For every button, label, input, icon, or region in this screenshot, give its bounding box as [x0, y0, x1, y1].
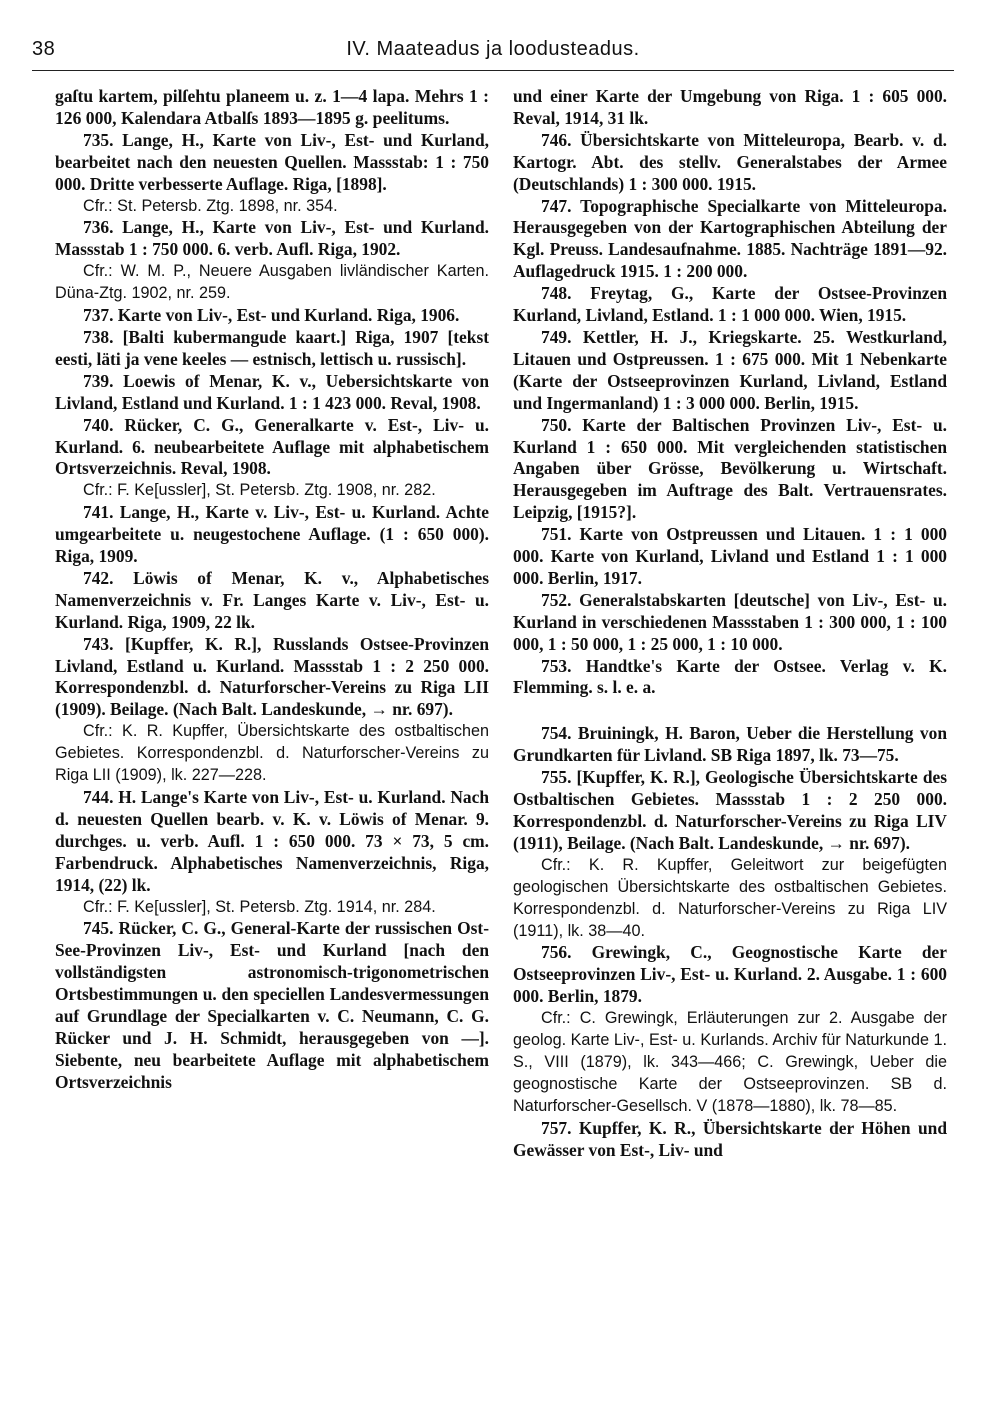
cross-reference: Cfr.: W. M. P., Neuere Ausgaben livländischer Karten. Düna-Ztg. 1902, nr. 259.	[55, 262, 489, 303]
cross-reference: Cfr.: K. R. Kupffer, Geleitwort zur beigefügten geologischen Übersichtskarte des ostbaltischen Gebietes. Korrespondenzbl. d. Naturforscher-Vereins zu Riga LIV (1911), lk. 38—40.	[513, 855, 947, 940]
bibliography-entry: 746. Übersichtskarte von Mitteleuropa, Bearb. v. d. Kartogr. Abt. des stellv. Generalstabes der Armee (Deutschlands) 1 : 300 000. 1915.	[513, 129, 947, 194]
bibliography-entry: 755. [Kupffer, K. R.], Geologische Übersichtskarte des Ostbaltischen Gebietes. Massstab 1 : 2 250 000. Korrespondenzbl. d. Naturforscher-Vereins zu Riga LIV (1911), Beilage. (Nach Balt. Landeskunde, → nr. 697).	[513, 767, 947, 853]
cross-reference: Cfr.: K. R. Kupffer, Übersichtskarte des ostbaltischen Gebietes. Korrespondenzbl. d. Naturforscher-Vereins zu Riga LII (1909), lk. 227—228.	[55, 722, 489, 785]
fraktur-continuation: gaſtu kartem, pilſehtu planeem u. z. 1—4 lapa. Mehrs 1 : 126 000, Kalendara Atbalſs 1893—1895 g. peelitums.	[55, 86, 489, 128]
bibliography-entry: 753. Handtke's Karte der Ostsee. Verlag v. K. Flemming. s. l. e. a.	[513, 655, 947, 698]
running-title: IV. Maateadus ja loodusteadus.	[346, 38, 640, 60]
bibliography-entry: 740. Rücker, C. G., Generalkarte v. Est-, Liv- u. Kurland. 6. neubearbeitete Auflage mit alphabetischem Ortsverzeichnis. Reval, 1908.	[55, 414, 489, 479]
left-column	[55, 86, 489, 1401]
bibliography-entry: 743. [Kupffer, K. R.], Russlands Ostsee-Provinzen Livland, Estland u. Kurland. Massstab 1 : 2 250 000. Korrespondenzbl. d. Naturforscher-Vereins zu Riga LII (1909). Beilage. (Nach Balt. Landeskunde, → nr. 697).	[55, 633, 489, 720]
bibliography-entry: 738. [Balti kubermangude kaart.] Riga, 1907 [tekst eesti, läti ja vene keeles — estnisch, lettisch u. russisch].	[55, 326, 489, 369]
bibliography-entry: 741. Lange, H., Karte v. Liv-, Est- u. Kurland. Achte umgearbeitete u. neugestochene Auflage. (1 : 650 000). Riga, 1909.	[55, 502, 489, 567]
cross-reference: Cfr.: F. Ke[ussler], St. Petersb. Ztg. 1908, nr. 282.	[83, 481, 436, 500]
bibliography-entry: 748. Freytag, G., Karte der Ostsee-Provinzen Kurland, Livland, Estland. 1 : 1 000 000. Wien, 1915.	[513, 283, 947, 326]
bibliography-entry: 751. Karte von Ostpreussen und Litauen. 1 : 1 000 000. Karte von Kurland, Livland und Estland 1 : 1 000 000. Berlin, 1917.	[513, 524, 947, 588]
bibliography-entry: 752. Generalstabskarten [deutsche] von Liv-, Est- u. Kurland in verschiedenen Massstaben 1 : 300 000, 1 : 100 000, 1 : 50 000, 1 : 25 000, 1 : 10 000.	[513, 589, 947, 654]
cross-reference: Cfr.: St. Petersb. Ztg. 1898, nr. 354.	[83, 196, 338, 215]
right-column	[513, 86, 947, 1401]
bibliography-entry: 756. Grewingk, C., Geognostische Karte der Ostseeprovinzen Liv-, Est- u. Kurland. 2. Ausgabe. 1 : 600 000. Berlin, 1879.	[513, 942, 947, 1007]
page-header	[32, 38, 954, 71]
bibliography-entry: 737. Karte von Liv-, Est- und Kurland. Riga, 1906.	[83, 305, 460, 326]
bibliography-entry: 750. Karte der Baltischen Provinzen Liv-, Est- u. Kurland 1 : 650 000. Mit vergleichenden statistischen Angaben über Grösse, Bevölkerung u. Wirtschaft. Herausgegeben im Auftrage des Balt. Vertrauensrates. Leipzig, [1915?].	[513, 414, 947, 523]
cross-reference: Cfr.: C. Grewingk, Erläuterungen zur 2. Ausgabe der geolog. Karte Liv-, Est- u. Kurlands. Archiv für Naturkunde 1. S., VIII (1879), lk. 343—466; C. Grewingk, Ueber die geognostische Karte der Ostseeprovinzen. SB d. Naturforscher-Gesellsch. V (1878—1880), lk. 78—85.	[513, 1009, 947, 1115]
bibliography-entry: 739. Loewis of Menar, K. v., Uebersichtskarte von Livland, Estland und Kurland. 1 : 1 423 000. Reval, 1908.	[55, 370, 489, 413]
bibliography-entry: 735. Lange, H., Karte von Liv-, Est- und Kurland, bearbeitet nach den neuesten Quellen. Massstab: 1 : 750 000. Dritte verbesserte Auflage. Riga, [1898].	[55, 129, 489, 194]
bibliography-entry: 754. Bruiningk, H. Baron, Ueber die Herstellung von Grundkarten für Livland. SB Riga 1897, lk. 73—75.	[513, 723, 947, 766]
page-number: 38	[32, 38, 56, 60]
bibliography-entry: 749. Kettler, H. J., Kriegskarte. 25. Westkurland, Litauen und Ostpreussen. 1 : 675 000. Mit 1 Nebenkarte (Karte der Ostseeprovinzen Kurland, Livland, Estland und Ingermanland) 1 : 3 000 000. Berlin, 1915.	[513, 326, 947, 413]
bibliography-entry: 742. Löwis of Menar, K. v., Alphabetisches Namenverzeichnis v. Fr. Langes Karte v. Liv-, Est- u. Kurland. Riga, 1909, 22 lk.	[55, 567, 489, 632]
bibliography-entry: 744. H. Lange's Karte von Liv-, Est- u. Kurland. Nach d. neuesten Quellen bearb. v. K. v. Löwis of Menar. 9. durchges. u. verb. Aufl. 1 : 650 000. 73 × 73, 5 cm. Farbendruck. Alphabetisches Namenverzeichnis, Riga, 1914, (22) lk.	[55, 787, 489, 895]
bibliography-entry: 745. Rücker, C. G., General-Karte der russischen Ost-See-Provinzen Liv-, Est- und Kurland [nach den vollständigsten astronomisch-trigonometrischen Ortsbestimmungen u. den speciellen Landesvermessungen auf Grundlage der Specialkarten v. C. Neumann, C. G. Rücker und J. H. Schmidt, herausgegeben von —]. Siebente, neu bearbeitete Auflage mit alphabetischem Ortsverzeichnis	[55, 918, 489, 1092]
bibliography-entry: 757. Kupffer, K. R., Übersichtskarte der Höhen und Gewässer von Est-, Liv- und	[513, 1117, 947, 1160]
cross-reference: Cfr.: F. Ke[ussler], St. Petersb. Ztg. 1914, nr. 284.	[83, 897, 436, 916]
bibliography-entry: 736. Lange, H., Karte von Liv-, Est- und Kurland. Massstab 1 : 750 000. 6. verb. Aufl. Riga, 1902.	[55, 217, 489, 260]
bibliography-entry: 747. Topographische Specialkarte von Mitteleuropa. Herausgegeben von der Kartographischen Abteilung der Kgl. Preuss. Landesaufnahme. 1885. Nachträge 1891—92. Auflagedruck 1915. 1 : 200 000.	[513, 195, 947, 282]
entry-continuation: und einer Karte der Umgebung von Riga. 1 : 605 000. Reval, 1914, 31 lk.	[513, 86, 947, 128]
section-divider	[513, 710, 947, 711]
